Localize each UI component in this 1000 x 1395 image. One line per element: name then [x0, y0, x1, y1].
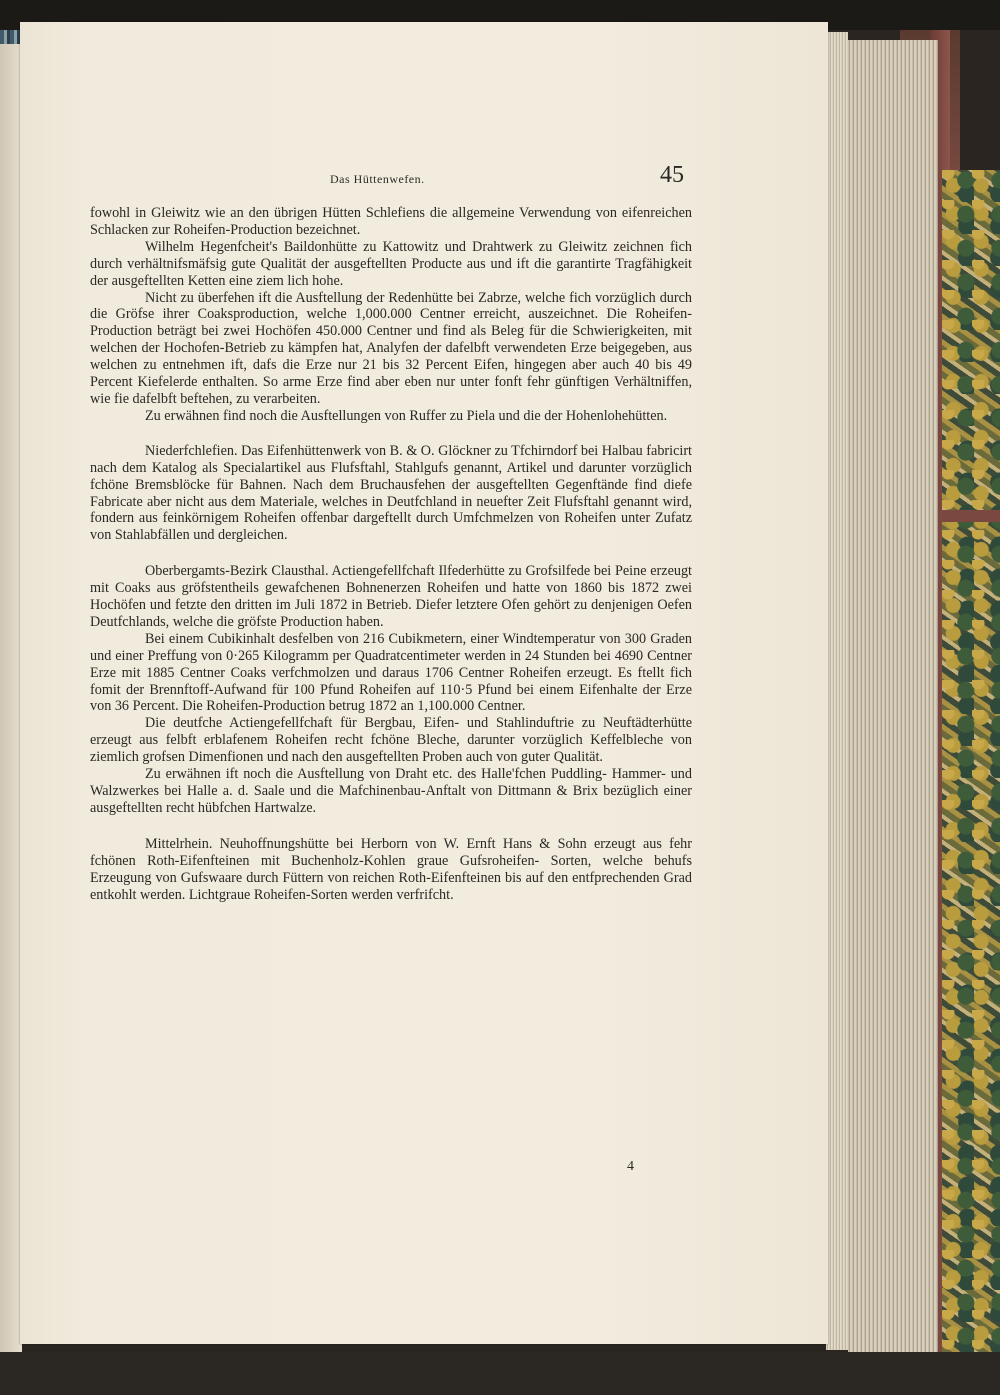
page-stack-edge	[826, 32, 848, 1350]
scanner-background-bottom	[0, 1352, 1000, 1395]
facing-page-edge	[0, 44, 22, 1364]
marbled-endpaper	[942, 170, 1000, 1352]
page-block-edges	[848, 40, 938, 1355]
signature-mark: 4	[627, 1159, 634, 1174]
paragraph: fowohl in Gleiwitz wie an den übrigen Hütten Schlefiens die allgemeine Verwendung von eifenreichen Schlacken zur Roheifen-Production bezeichnet.	[90, 205, 692, 238]
section-paragraph: Mittelrhein. Neuhoffnungshütte bei Herborn von W. Ernft Hans & Sohn erzeugt aus fehr fchönen Roth-Eifenfteinen mit Buchenholz-Kohlen graue Gufsroheifen- Sorten, welche behufs Erzeugung von Gufswaare durch Füttern von reichen Roth-Eifenfteinen bis auf den entfprechenden Grad entkohlt werden. Lichtgraue Roheifen-Sorten werden verfrifcht.	[90, 835, 692, 903]
leather-band	[942, 510, 1000, 522]
section-paragraph: Oberbergamts-Bezirk Clausthal. Actiengefellfchaft Ilfederhütte zu Grofsilfede bei Peine erzeugt mit Coaks aus gröfstentheils gewafchenen Bohnenerzen Roheifen und hatte von 1860 bis 1872 zwei Hochöfen und fetzte den dritten im Juli 1872 in Betrieb. Diefer letztere Ofen gehört zu denjenigen Oefen Deutfchlands, welche die gröfste Production haben.	[90, 563, 692, 630]
page-header	[330, 162, 690, 190]
paragraph: Bei einem Cubikinhalt desfelben von 216 Cubikmetern, einer Windtemperatur von 300 Graden und einer Preffung von 0·265 Kilogramm per Quadratcentimeter werden in 24 Stunden bei 4690 Centner Erze mit 1885 Centner Coaks verfchmolzen und daraus 1706 Centner Roheifen erzeugt. Es ftellt fich fomit der Brennftoff-Aufwand für 100 Pfund Roheifen auf 110·5 Pfund bei einem Eifenhalte der Erze von 36 Percent. Die Roheifen-Production betrug 1872 an 1,100.000 Centner.	[90, 630, 692, 715]
paragraph: Wilhelm Hegenfcheit's Baildonhütte zu Kattowitz und Drahtwerk zu Gleiwitz zeichnen fich durch verhältnifsmäfsig gute Qualität der ausgeftellten Producte aus und ift die garantirte Tragfähigkeit der ausgeftellten Ketten eine ziem lich hohe.	[90, 238, 692, 289]
paragraph: Die deutfche Actiengefellfchaft für Bergbau, Eifen- und Stahlinduftrie zu Neuftädterhütte erzeugt aus felbft erblafenem Roheifen recht fchöne Bleche, darunter vorzüglich Keffelbleche von ziemlich grofsen Dimenfionen und nach den ausgeftellten Proben auch von guter Qualität.	[90, 715, 692, 766]
paragraph: Zu erwähnen ift noch die Ausftellung von Draht etc. des Halle'fchen Puddling- Hammer- und Walzwerkes bei Halle a. d. Saale und die Mafchinenbau-Anftalt von Dittmann & Brix bezüglich einer ausgeftellten recht hübfchen Hartwalze.	[90, 766, 692, 816]
section-paragraph: Niederfchlefien. Das Eifenhüttenwerk von B. & O. Glöckner zu Tfchirndorf bei Halbau fabricirt nach dem Katalog als Specialartikel aus Flufsftahl, Stahlgufs genannt, Artikel und darunter vorzüglich fchöne Bremsblöcke für Bahnen. Nach dem Bruchausfehen der ausgeftellten Gegenftände find diefe Fabricate aber nicht aus dem Materiale, welches in Deutfchland in neuefter Zeit Flufsftahl genannt wird, fondern aus feinkörnigem Roheifen offenbar dargeftellt durch Umfchmelzen von Roheifen unter Zufatz von Stahlabfällen und dergleichen.	[90, 442, 692, 544]
page-number: 45	[660, 162, 684, 188]
paragraph: Zu erwähnen find noch die Ausftellungen von Ruffer zu Piela und die der Hohenlohehütten.	[145, 407, 668, 424]
body-text	[90, 205, 692, 903]
paragraph: Nicht zu überfehen ift die Ausftellung der Redenhütte bei Zabrze, welche fich vorzüglich durch die Gröfse ihrer Coaksproduction, welche 1,000.000 Centner erreicht, auszeichnet. Die Roheifen-Production beträgt bei zwei Hochöfen 450.000 Centner und find als Beleg für die Schwierigkeiten, mit welchen der Hochofen-Betrieb zu kämpfen hat, Analyfen der dafelbft verwendeten Erze beigegeben, aus welchen zu entnehmen ift, dafs die Erze nur 21 bis 32 Percent Eifen, hingegen aber auch 40 bis 49 Percent Kiefelerde enthalten. So arme Erze find aber eben nur unter fonft fehr günftigen Verhältniffen, wie fie dafelbft beftehen, zu verarbeiten.	[90, 289, 692, 407]
running-head: Das Hüttenwefen.	[330, 172, 425, 186]
